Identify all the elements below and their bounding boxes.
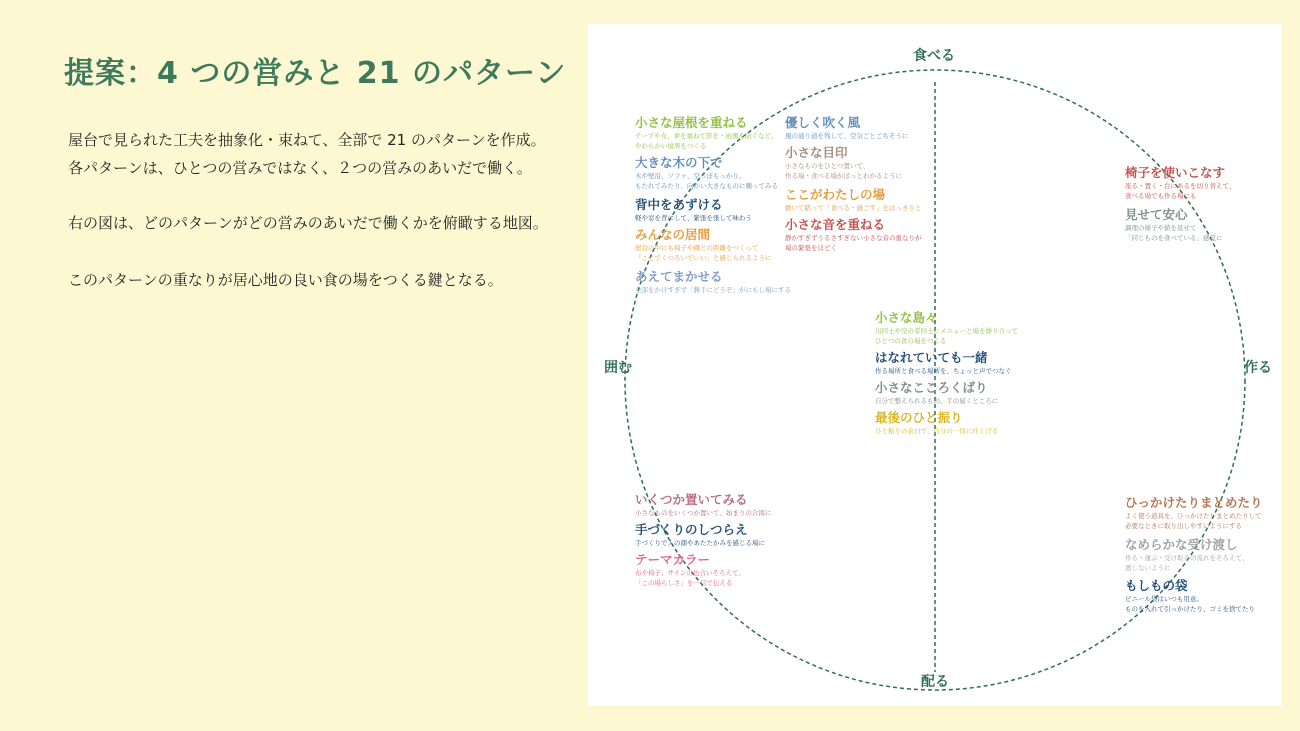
pattern-item — [785, 115, 908, 141]
pattern-item — [875, 310, 1018, 346]
pattern-map-panel — [588, 24, 1282, 706]
pattern-item — [635, 522, 765, 548]
body-line-4: このパターンの重なりが居心地の良い食の場をつくる鍵となる。 — [68, 271, 503, 289]
pattern-name: みんなの居間 — [635, 227, 711, 242]
pattern-name: なめらかな受け渡し — [1125, 537, 1238, 552]
body-line-1: 屋台で見られた工夫を抽象化・束ねて、全部で 21 のパターンを作成。 — [68, 131, 546, 149]
pattern-name: 小さなこころくばり — [875, 380, 988, 395]
pattern-item — [1125, 495, 1263, 531]
pattern-item — [635, 552, 745, 588]
pattern-desc: 布や椅子、サインの色合いそろえて、 — [635, 569, 745, 577]
pattern-item — [785, 217, 922, 253]
axis-label-gather: 囲む — [604, 360, 632, 376]
pattern-desc: テープや布、傘を重ねて影を・雨風を防ぐなど、 — [635, 132, 778, 140]
pattern-desc: やわらかい境界をつくる — [635, 142, 707, 150]
pattern-name: あえてまかせる — [635, 269, 723, 284]
pattern-desc: 静かすぎずうるさすぎない小さな音の重なりが — [785, 234, 922, 242]
pattern-name: ここがわたしの場 — [785, 187, 886, 202]
pattern-desc: 手づくりで人の顔やあたたかみを感じる場に — [635, 539, 765, 547]
pattern-item — [635, 115, 778, 151]
pattern-desc: 屋台の中にも椅子や棚との距離をつくって — [635, 244, 759, 252]
pattern-item — [635, 227, 772, 263]
pattern-desc: 出同士や空の者同士にメニューと場を繰り合って — [875, 327, 1018, 335]
pattern-name: 小さな屋根を重ねる — [635, 115, 748, 130]
pattern-name: 背中をあずける — [635, 197, 723, 212]
axis-label-make: 作る — [1244, 360, 1272, 376]
pattern-desc: 作る・運ぶ・受け取るの流れをそろえて、 — [1125, 554, 1249, 562]
pattern-desc: 座る・置く・台にあるを切り替えて、 — [1125, 182, 1236, 190]
pattern-desc: よく使う道具を、ひっかけたりまとめたりして — [1125, 512, 1262, 520]
pattern-name: 小さな音を重ねる — [785, 217, 886, 232]
pattern-desc: 敷いて踏って「食べる・過ごす」をはっきりと — [785, 204, 922, 212]
pattern-name: ひっかけたりまとめたり — [1125, 495, 1263, 510]
pattern-item — [635, 269, 791, 295]
pattern-name: 大きな木の下で — [635, 155, 723, 170]
pattern-item — [875, 410, 998, 436]
pattern-desc: 「この場らしさ」を一目で伝える — [635, 579, 733, 587]
pattern-name: はなれていても一緒 — [875, 350, 988, 365]
pattern-item — [635, 197, 752, 223]
pattern-item — [875, 350, 1012, 376]
pattern-desc: 自分で整えられるもの、手の届くところに — [875, 397, 999, 405]
pattern-item — [875, 380, 998, 406]
pattern-name: 優しく吹く風 — [785, 115, 861, 130]
pattern-name: 椅子を使いこなす — [1125, 165, 1226, 180]
pattern-desc: 作る場所と食べる場所を、ちょっと声でつなぐ — [875, 367, 1012, 375]
pattern-item — [785, 145, 902, 181]
pattern-desc: もたれてみたり、向かい大きなものに頼ってみる — [635, 182, 778, 190]
pattern-name: 最後のひと振り — [875, 410, 963, 425]
pattern-item — [635, 155, 778, 191]
pattern-name: テーマカラー — [635, 552, 711, 567]
pattern-name: 小さな島々 — [875, 310, 938, 325]
pattern-item — [1125, 537, 1248, 573]
pattern-name: 手づくりのしつらえ — [635, 522, 748, 537]
pattern-desc: 必要なときに取り出しやすいようにする — [1125, 522, 1242, 530]
pattern-desc: 調理の様子や値を見せて — [1125, 224, 1197, 232]
axis-label-eat: 食べる — [913, 48, 955, 64]
pattern-desc: 「同じものを食べている」感覚に — [1125, 234, 1223, 242]
pattern-desc: 風の通り道を残して、空気ごとごちそうに — [785, 132, 909, 140]
pattern-desc: 小さなものをひとつ置いて、 — [785, 162, 870, 170]
page-title: 提案：4 つの営みと 21 のパターン — [64, 56, 567, 91]
pattern-desc: ものを入れて引っかけたり、ゴミを捨てたり — [1125, 605, 1255, 613]
pattern-desc: 木や壁沿、ソファ、空っぽもっかり、 — [635, 172, 746, 180]
pattern-desc: 軽や窓を背にして、緊張を張して味わう — [635, 214, 752, 222]
pattern-name: 見せて安心 — [1125, 207, 1188, 222]
pattern-name: いくつか置いてみる — [635, 492, 748, 507]
body-line-3: 右の図は、どのパターンがどの営みのあいだで働くかを俯瞰する地図。 — [68, 214, 548, 232]
pattern-item — [635, 492, 771, 518]
pattern-desc: ひとつの食の場をつくる — [875, 337, 947, 345]
pattern-item — [785, 187, 922, 213]
pattern-name: もしもの袋 — [1125, 578, 1188, 593]
pattern-name: 小さな目印 — [785, 145, 848, 160]
pattern-desc: ビニール袋はいつも用意。 — [1125, 595, 1203, 603]
pattern-desc: 食べる場でも作る場にも — [1125, 192, 1197, 200]
pattern-item — [1125, 165, 1235, 201]
body-line-2: 各パターンは、ひとつの営みではなく、２つの営みのあいだで働く。 — [68, 159, 532, 177]
pattern-desc: 小さなものをいくつか置いて、始まりの合図に — [635, 509, 772, 517]
pattern-desc: 作る場・食べる場がぱっとわかるように — [785, 172, 902, 180]
pattern-desc: 場の緊張をほどく — [785, 244, 837, 252]
pattern-item — [1125, 207, 1223, 243]
pattern-desc: 「ここでくつろいでいい」と感じられるように — [635, 254, 772, 262]
axis-label-distribute: 配る — [921, 674, 949, 690]
pattern-desc: ひと振りの余白で、自分の一皿に仕上げる — [875, 427, 999, 435]
pattern-desc: 全部をかけすぎず「勝手にどうぞ」がにもし場にする — [635, 286, 791, 294]
pattern-desc: 渡しないように — [1125, 564, 1171, 572]
pattern-item — [1125, 578, 1255, 614]
